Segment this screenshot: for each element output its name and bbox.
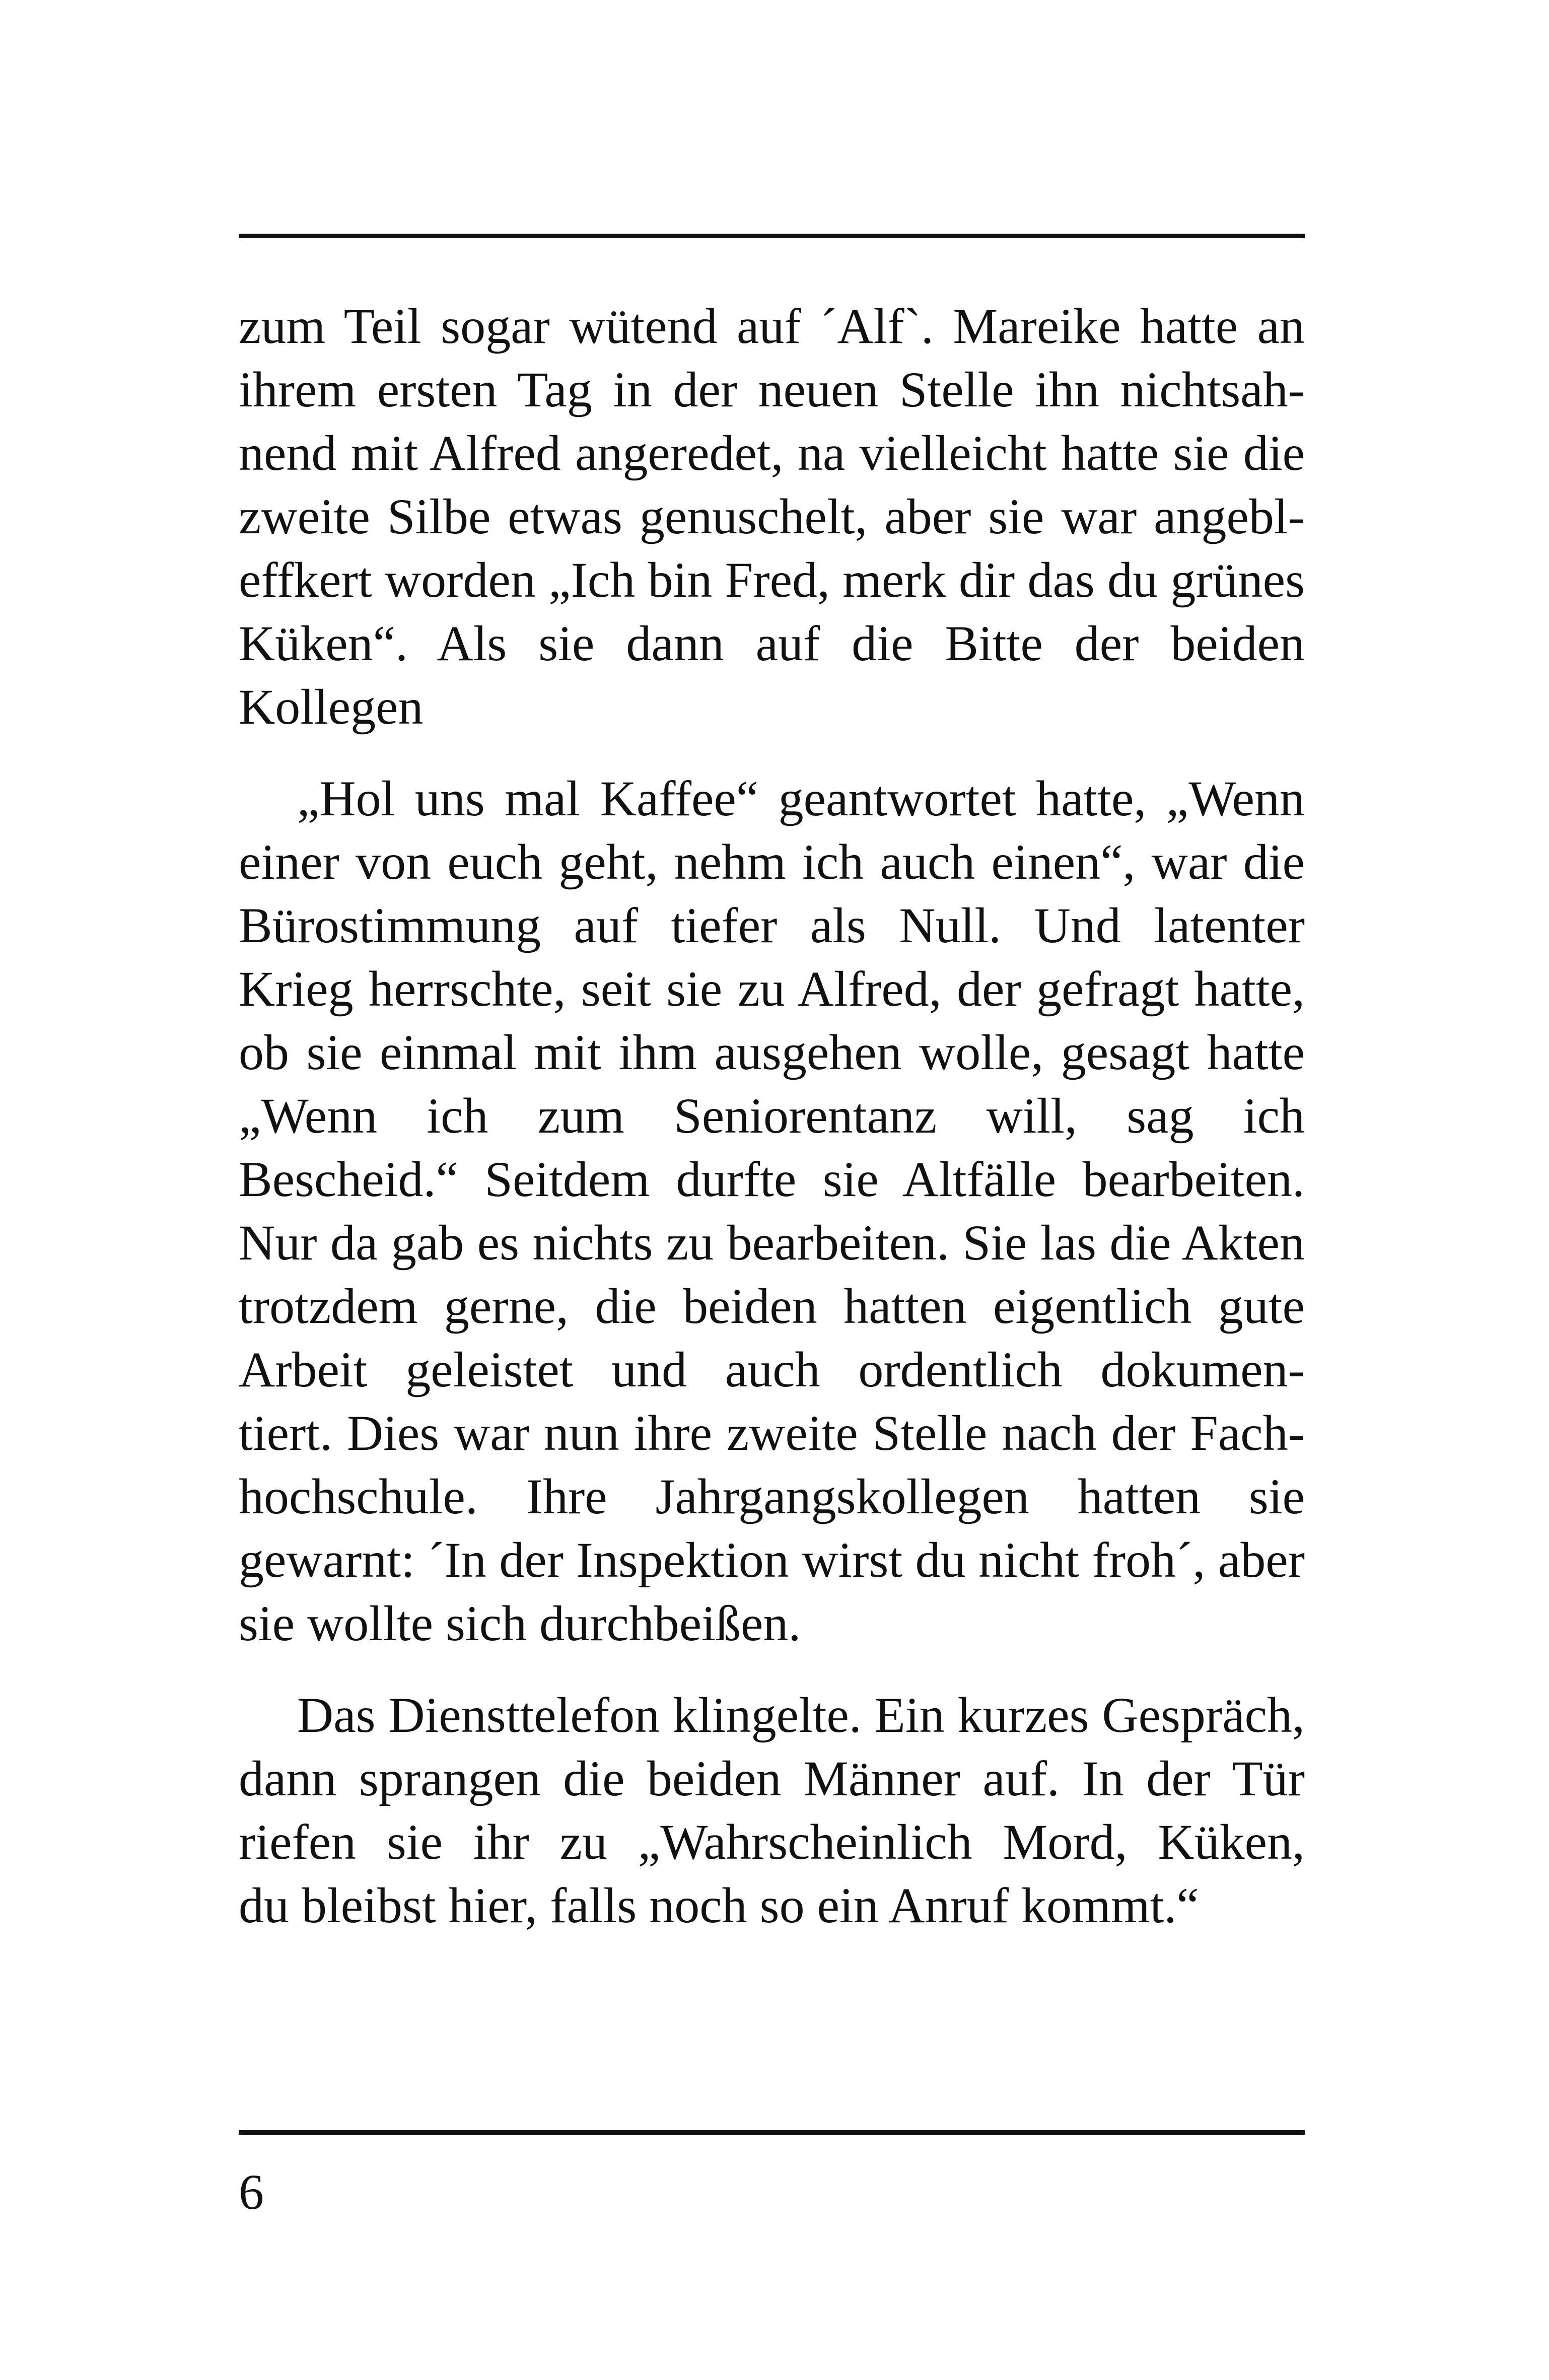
page-number: 6 <box>239 2164 264 2220</box>
header-rule <box>239 234 1305 238</box>
text-line: tiert. Dies war nun ihre zweite Stelle nach der Fach- <box>239 1405 1305 1461</box>
text-line: zweite Silbe etwas genuschelt, aber sie war angebl- <box>239 488 1305 544</box>
text-line: du bleibst hier, falls noch so ein Anruf kommt.“ <box>239 1877 1199 1933</box>
text-line: „Wenn ich zum Seniorentanz will, sag ich <box>239 1088 1305 1144</box>
paragraph <box>239 767 1305 1655</box>
text-line: sie wollte sich durchbeißen. <box>239 1595 801 1651</box>
text-line: ihrem ersten Tag in der neuen Stelle ihn nichtsah- <box>239 362 1305 417</box>
paragraph <box>239 295 1305 739</box>
text-line: Arbeit geleistet und auch ordentlich dokumen- <box>239 1342 1305 1397</box>
text-line: Krieg herrschte, seit sie zu Alfred, der gefragt hatte, <box>239 961 1305 1017</box>
text-line: effkert worden „Ich bin Fred, merk dir das du grünes <box>239 552 1305 608</box>
text-line: nend mit Alfred angeredet, na vielleicht hatte sie die <box>239 425 1305 481</box>
text-line: Küken“. Als sie dann auf die Bitte der beiden <box>239 615 1305 671</box>
text-line: Kollegen <box>239 679 424 735</box>
text-line: trotzdem gerne, die beiden hatten eigentlich gute <box>239 1278 1305 1334</box>
text-line: Nur da gab es nichts zu bearbeiten. Sie las die Akten <box>239 1215 1305 1271</box>
text-line: riefen sie ihr zu „Wahrscheinlich Mord, Küken, <box>239 1814 1305 1870</box>
body-text <box>239 295 1305 1937</box>
text-line: hochschule. Ihre Jahrgangskollegen hatten sie <box>239 1468 1305 1524</box>
text-line: ob sie einmal mit ihm ausgehen wolle, gesagt hatte <box>239 1024 1305 1080</box>
text-line: dann sprangen die beiden Männer auf. In der Tür <box>239 1751 1305 1806</box>
text-line: Bürostimmung auf tiefer als Null. Und latenter <box>239 897 1305 953</box>
text-line: gewarnt: ´In der Inspektion wirst du nicht froh´, aber <box>239 1532 1305 1588</box>
text-line: zum Teil sogar wütend auf ´Alf`. Mareike hatte an <box>239 298 1305 354</box>
footer-rule <box>239 2130 1305 2135</box>
text-line: Das Diensttelefon klingelte. Ein kurzes Gespräch, <box>297 1687 1305 1743</box>
text-line: einer von euch geht, nehm ich auch einen“, war die <box>239 834 1305 890</box>
text-line: „Hol uns mal Kaffee“ geantwortet hatte, „Wenn <box>297 771 1305 826</box>
text-line: Bescheid.“ Seitdem durfte sie Altfälle bearbeiten. <box>239 1151 1305 1207</box>
paragraph <box>239 1684 1305 1937</box>
